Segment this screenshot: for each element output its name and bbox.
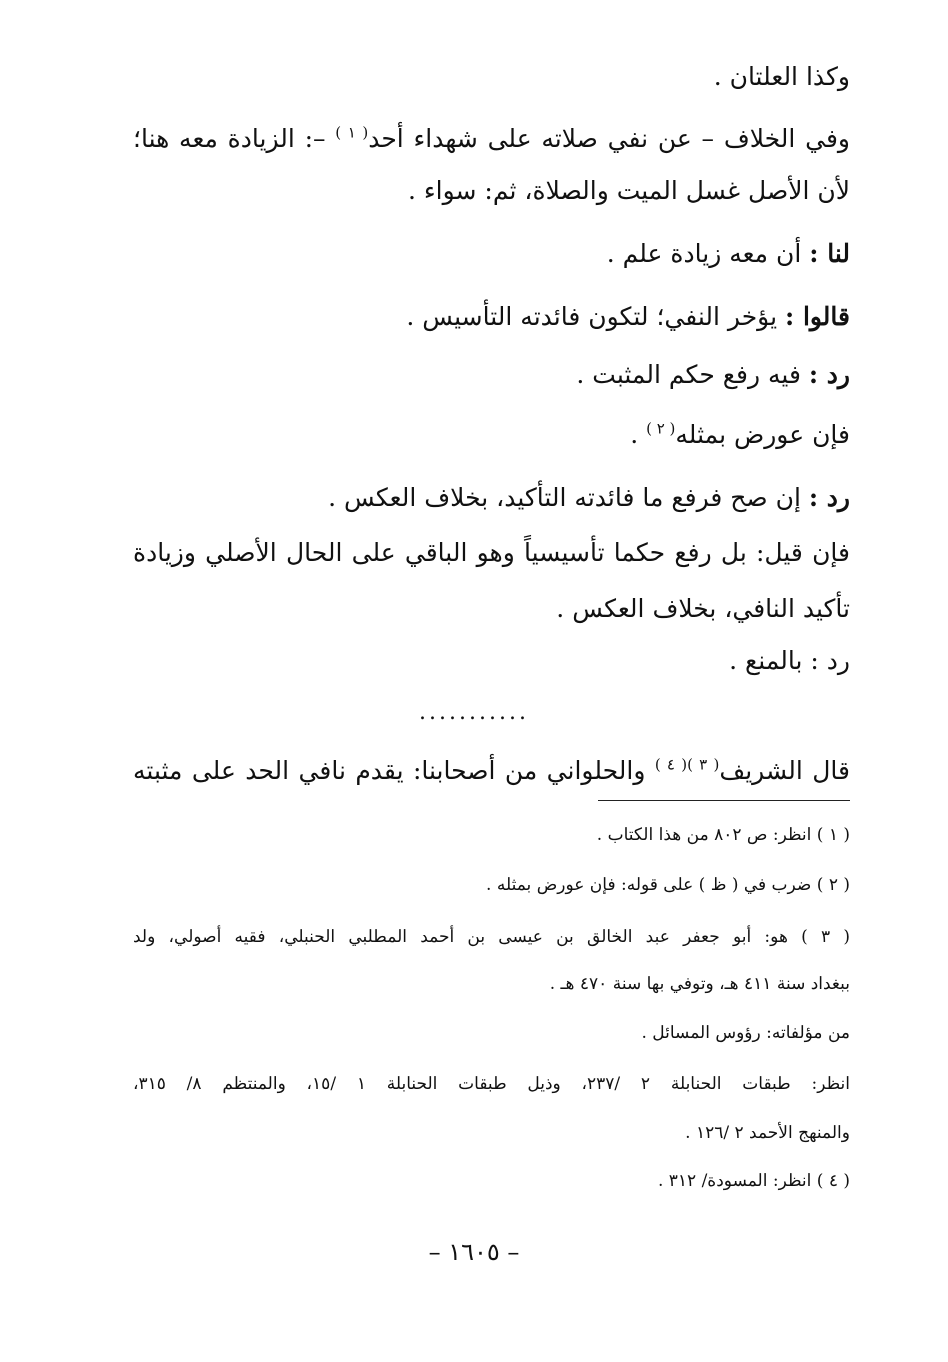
line-text: والحلواني من أصحابنا: يقدم نافي الحد على مثبته	[133, 756, 655, 785]
footnote-3-cont: ببغداد سنة ٤١١ هـ، وتوفي بها سنة ٤٧٠ هـ .	[549, 974, 850, 994]
text-line	[630, 418, 850, 452]
line-text: فيه رفع حكم المثبت .	[576, 360, 809, 389]
line-text: إن صح فرفع ما فائدته التأكيد، بخلاف العكس .	[328, 483, 809, 512]
text-line	[556, 592, 850, 626]
page-number: – ١٦٠٥ –	[428, 1238, 520, 1266]
line-text: لأن الأصل غسل الميت والصلاة، ثم: سواء .	[408, 176, 850, 205]
footnote-3-refs: والمنهج الأحمد ٢ /١٢٦ .	[685, 1123, 850, 1143]
footnote-4: ( ٤ ) انظر: المسودة/ ٣١٢ .	[657, 1171, 850, 1191]
footnote-ref[interactable]: ( ٢ )	[646, 419, 676, 438]
text-line	[133, 536, 850, 570]
footnote-2: ( ٢ ) ضرب في ( ظ ) على قوله: فإن عورض بمثله .	[486, 875, 850, 895]
footnote-divider	[598, 800, 850, 801]
text-line	[729, 644, 850, 678]
line-text: وكذا العلتان .	[713, 62, 850, 91]
footnote-ref[interactable]: ( ٣ )	[687, 755, 720, 774]
footnote-3-refs: انظر: طبقات الحنابلة ٢ /٢٣٧، وذيل طبقات الحنابلة ١ /١٥، والمنتظم ٨/ ٣١٥،	[133, 1074, 850, 1094]
text-line	[406, 300, 850, 334]
line-text: أن معه زيادة علم .	[606, 239, 810, 268]
text-line	[607, 237, 850, 271]
text-line	[408, 174, 850, 208]
label-radd: رد :	[808, 360, 850, 389]
text-line	[576, 358, 850, 392]
text-line	[328, 481, 850, 515]
line-text: رد : بالمنع .	[729, 646, 850, 675]
line-text: فإن عورض بمثله	[675, 420, 850, 449]
footnote-3: ( ٣ ) هو: أبو جعفر عبد الخالق بن عيسى بن أحمد المطلبي الحنبلي، فقيه أصولي، ولد	[133, 927, 850, 947]
line-text: .	[630, 420, 647, 449]
label-lana: لنا :	[809, 239, 850, 268]
text-line	[133, 754, 850, 788]
footnote-1: ( ١ ) انظر: ص ٨٠٢ من هذا الكتاب .	[596, 825, 850, 845]
section-separator: ...........	[419, 700, 529, 725]
footnote-3-cont: من مؤلفاته: رؤوس المسائل .	[641, 1023, 850, 1043]
label-qalu: قالوا :	[785, 302, 850, 331]
footnote-ref[interactable]: ( ٤ )	[654, 755, 688, 774]
label-radd: رد :	[808, 483, 850, 512]
line-text: يؤخر النفي؛ لتكون فائدته التأسيس .	[406, 302, 786, 331]
line-text: تأكيد النافي، بخلاف العكس .	[556, 594, 850, 623]
line-text: –: الزيادة معه هنا؛	[133, 124, 336, 153]
text-line	[714, 60, 850, 94]
line-text: وفي الخلاف – عن نفي صلاته على شهداء أحد	[368, 124, 850, 153]
line-text: فإن قيل: بل رفع حكما تأسيسياً وهو الباقي على الحال الأصلي وزيادة	[133, 538, 850, 567]
footnote-ref[interactable]: ( ١ )	[335, 123, 369, 142]
text-line	[133, 122, 850, 156]
line-text: قال الشريف	[719, 756, 850, 785]
